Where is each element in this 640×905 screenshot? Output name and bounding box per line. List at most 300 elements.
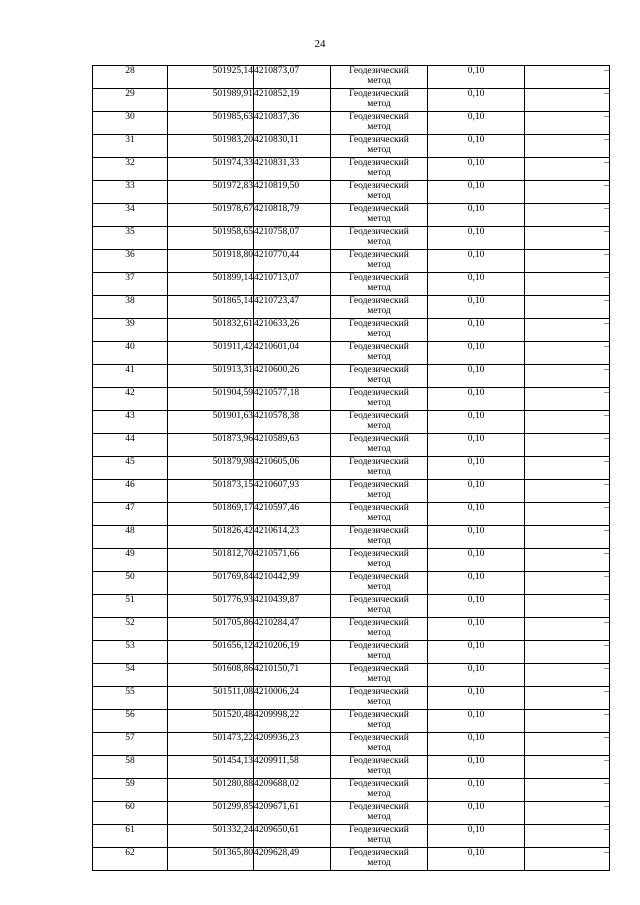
method-label-line2: метод <box>367 812 391 822</box>
x-coordinate-cell: 501901,63 <box>168 411 254 434</box>
accuracy-cell: 0,10 <box>428 411 525 434</box>
accuracy-cell: 0,10 <box>428 503 525 526</box>
x-coordinate-cell: 501972,83 <box>168 181 254 204</box>
accuracy-cell: 0,10 <box>428 848 525 871</box>
x-coordinate-cell: 501608,86 <box>168 664 254 687</box>
method-label-line2: метод <box>367 444 391 454</box>
description-cell: – <box>525 779 610 802</box>
method-label-line2: метод <box>367 329 391 339</box>
point-number-cell: 35 <box>93 227 168 250</box>
method-label-line2: метод <box>367 237 391 247</box>
point-number-cell: 40 <box>93 342 168 365</box>
accuracy-cell: 0,10 <box>428 549 525 572</box>
y-coordinate-cell: 4210723,47 <box>254 296 331 319</box>
x-coordinate-cell: 501865,14 <box>168 296 254 319</box>
description-cell: – <box>525 848 610 871</box>
accuracy-cell: 0,10 <box>428 204 525 227</box>
table-row <box>93 595 610 618</box>
accuracy-cell: 0,10 <box>428 181 525 204</box>
x-coordinate-cell: 501978,67 <box>168 204 254 227</box>
description-cell: – <box>525 618 610 641</box>
table-row <box>93 825 610 848</box>
x-coordinate-cell: 501925,14 <box>168 66 254 89</box>
accuracy-cell: 0,10 <box>428 687 525 710</box>
accuracy-cell: 0,10 <box>428 388 525 411</box>
y-coordinate-cell: 4209936,23 <box>254 733 331 756</box>
method-label-line2: метод <box>367 352 391 362</box>
accuracy-cell: 0,10 <box>428 457 525 480</box>
description-cell: – <box>525 733 610 756</box>
description-cell: – <box>525 112 610 135</box>
method-label-line1: Геодезический <box>349 89 409 99</box>
method-label-line2: метод <box>367 260 391 270</box>
method-cell <box>331 710 428 733</box>
method-label-line1: Геодезический <box>349 204 409 214</box>
x-coordinate-cell: 501511,08 <box>168 687 254 710</box>
method-label-line1: Геодезический <box>349 825 409 835</box>
table-row <box>93 411 610 434</box>
method-cell <box>331 365 428 388</box>
accuracy-cell: 0,10 <box>428 135 525 158</box>
method-label-line2: метод <box>367 191 391 201</box>
accuracy-cell: 0,10 <box>428 756 525 779</box>
table-row <box>93 135 610 158</box>
method-label-line1: Геодезический <box>349 181 409 191</box>
description-cell: – <box>525 89 610 112</box>
method-cell <box>331 526 428 549</box>
y-coordinate-cell: 4210818,79 <box>254 204 331 227</box>
method-cell <box>331 250 428 273</box>
method-label-line2: метод <box>367 421 391 431</box>
method-label-line2: метод <box>367 145 391 155</box>
table-row <box>93 158 610 181</box>
accuracy-cell: 0,10 <box>428 710 525 733</box>
table-row <box>93 112 610 135</box>
description-cell: – <box>525 411 610 434</box>
method-label-line1: Геодезический <box>349 342 409 352</box>
accuracy-cell: 0,10 <box>428 273 525 296</box>
x-coordinate-cell: 501983,20 <box>168 135 254 158</box>
method-cell <box>331 319 428 342</box>
table-row <box>93 756 610 779</box>
method-cell <box>331 618 428 641</box>
page-number: 24 <box>314 38 326 50</box>
point-number-cell: 47 <box>93 503 168 526</box>
point-number-cell: 51 <box>93 595 168 618</box>
point-number-cell: 58 <box>93 756 168 779</box>
point-number-cell: 57 <box>93 733 168 756</box>
point-number-cell: 61 <box>93 825 168 848</box>
point-number-cell: 46 <box>93 480 168 503</box>
table-row <box>93 664 610 687</box>
point-number-cell: 37 <box>93 273 168 296</box>
method-cell <box>331 66 428 89</box>
method-label-line2: метод <box>367 467 391 477</box>
x-coordinate-cell: 501873,96 <box>168 434 254 457</box>
point-number-cell: 43 <box>93 411 168 434</box>
point-number-cell: 31 <box>93 135 168 158</box>
method-label-line1: Геодезический <box>349 112 409 122</box>
accuracy-cell: 0,10 <box>428 227 525 250</box>
description-cell: – <box>525 457 610 480</box>
description-cell: – <box>525 802 610 825</box>
method-label-line2: метод <box>367 858 391 868</box>
method-cell <box>331 388 428 411</box>
table-row <box>93 848 610 871</box>
method-label-line2: метод <box>367 306 391 316</box>
y-coordinate-cell: 4210852,19 <box>254 89 331 112</box>
method-label-line1: Геодезический <box>349 664 409 674</box>
x-coordinate-cell: 501869,17 <box>168 503 254 526</box>
x-coordinate-cell: 501365,80 <box>168 848 254 871</box>
accuracy-cell: 0,10 <box>428 618 525 641</box>
accuracy-cell: 0,10 <box>428 296 525 319</box>
method-label-line1: Геодезический <box>349 549 409 559</box>
point-number-cell: 52 <box>93 618 168 641</box>
y-coordinate-cell: 4210284,47 <box>254 618 331 641</box>
y-coordinate-cell: 4209650,61 <box>254 825 331 848</box>
x-coordinate-cell: 501989,91 <box>168 89 254 112</box>
table-row <box>93 319 610 342</box>
method-cell <box>331 779 428 802</box>
x-coordinate-cell: 501776,93 <box>168 595 254 618</box>
point-number-cell: 41 <box>93 365 168 388</box>
point-number-cell: 39 <box>93 319 168 342</box>
method-label-line1: Геодезический <box>349 434 409 444</box>
method-label-line1: Геодезический <box>349 687 409 697</box>
point-number-cell: 53 <box>93 641 168 664</box>
y-coordinate-cell: 4210439,87 <box>254 595 331 618</box>
x-coordinate-cell: 501985,63 <box>168 112 254 135</box>
method-label-line2: метод <box>367 122 391 132</box>
x-coordinate-cell: 501879,98 <box>168 457 254 480</box>
y-coordinate-cell: 4210633,26 <box>254 319 331 342</box>
accuracy-cell: 0,10 <box>428 595 525 618</box>
method-cell <box>331 135 428 158</box>
method-cell <box>331 112 428 135</box>
y-coordinate-cell: 4210605,06 <box>254 457 331 480</box>
x-coordinate-cell: 501769,84 <box>168 572 254 595</box>
table-row <box>93 181 610 204</box>
method-label-line1: Геодезический <box>349 250 409 260</box>
description-cell: – <box>525 319 610 342</box>
method-label-line1: Геодезический <box>349 411 409 421</box>
description-cell: – <box>525 158 610 181</box>
y-coordinate-cell: 4210578,38 <box>254 411 331 434</box>
method-label-line1: Геодезический <box>349 641 409 651</box>
method-label-line2: метод <box>367 375 391 385</box>
description-cell: – <box>525 503 610 526</box>
method-label-line1: Геодезический <box>349 319 409 329</box>
method-label-line2: метод <box>367 536 391 546</box>
method-cell <box>331 595 428 618</box>
method-cell <box>331 158 428 181</box>
method-label-line1: Геодезический <box>349 618 409 628</box>
method-label-line2: метод <box>367 490 391 500</box>
x-coordinate-cell: 501904,59 <box>168 388 254 411</box>
method-label-line2: метод <box>367 835 391 845</box>
method-cell <box>331 549 428 572</box>
point-number-cell: 38 <box>93 296 168 319</box>
method-label-line2: метод <box>367 76 391 86</box>
method-cell <box>331 687 428 710</box>
x-coordinate-cell: 501913,31 <box>168 365 254 388</box>
method-label-line2: метод <box>367 628 391 638</box>
table-row <box>93 526 610 549</box>
method-label-line2: метод <box>367 766 391 776</box>
x-coordinate-cell: 501918,80 <box>168 250 254 273</box>
method-label-line2: метод <box>367 168 391 178</box>
method-cell <box>331 227 428 250</box>
accuracy-cell: 0,10 <box>428 319 525 342</box>
method-cell <box>331 480 428 503</box>
accuracy-cell: 0,10 <box>428 802 525 825</box>
point-number-cell: 34 <box>93 204 168 227</box>
x-coordinate-cell: 501332,24 <box>168 825 254 848</box>
method-label-line1: Геодезический <box>349 503 409 513</box>
y-coordinate-cell: 4210873,07 <box>254 66 331 89</box>
table-row <box>93 618 610 641</box>
method-cell <box>331 89 428 112</box>
point-number-cell: 42 <box>93 388 168 411</box>
description-cell: – <box>525 572 610 595</box>
table-row <box>93 365 610 388</box>
accuracy-cell: 0,10 <box>428 526 525 549</box>
point-number-cell: 62 <box>93 848 168 871</box>
x-coordinate-cell: 501656,12 <box>168 641 254 664</box>
method-cell <box>331 825 428 848</box>
y-coordinate-cell: 4210577,18 <box>254 388 331 411</box>
point-number-cell: 36 <box>93 250 168 273</box>
y-coordinate-cell: 4209628,49 <box>254 848 331 871</box>
point-number-cell: 33 <box>93 181 168 204</box>
method-label-line1: Геодезический <box>349 365 409 375</box>
table-row <box>93 641 610 664</box>
method-label-line2: метод <box>367 582 391 592</box>
accuracy-cell: 0,10 <box>428 779 525 802</box>
description-cell: – <box>525 365 610 388</box>
x-coordinate-cell: 501454,13 <box>168 756 254 779</box>
accuracy-cell: 0,10 <box>428 89 525 112</box>
table-row <box>93 296 610 319</box>
accuracy-cell: 0,10 <box>428 158 525 181</box>
x-coordinate-cell: 501873,15 <box>168 480 254 503</box>
table-row <box>93 204 610 227</box>
method-cell <box>331 641 428 664</box>
table-row <box>93 388 610 411</box>
method-cell <box>331 434 428 457</box>
method-label-line2: метод <box>367 513 391 523</box>
description-cell: – <box>525 549 610 572</box>
method-label-line2: метод <box>367 789 391 799</box>
point-number-cell: 49 <box>93 549 168 572</box>
method-label-line1: Геодезический <box>349 227 409 237</box>
point-number-cell: 60 <box>93 802 168 825</box>
description-cell: – <box>525 135 610 158</box>
accuracy-cell: 0,10 <box>428 250 525 273</box>
method-label-line2: метод <box>367 283 391 293</box>
accuracy-cell: 0,10 <box>428 112 525 135</box>
method-cell <box>331 664 428 687</box>
description-cell: – <box>525 342 610 365</box>
description-cell: – <box>525 641 610 664</box>
description-cell: – <box>525 296 610 319</box>
method-cell <box>331 503 428 526</box>
description-cell: – <box>525 66 610 89</box>
table-row <box>93 342 610 365</box>
method-cell <box>331 802 428 825</box>
y-coordinate-cell: 4210770,44 <box>254 250 331 273</box>
x-coordinate-cell: 501974,33 <box>168 158 254 181</box>
accuracy-cell: 0,10 <box>428 664 525 687</box>
table-row <box>93 503 610 526</box>
method-label-line1: Геодезический <box>349 66 409 76</box>
method-label-line1: Геодезический <box>349 802 409 812</box>
method-label-line1: Геодезический <box>349 572 409 582</box>
method-label-line1: Геодезический <box>349 388 409 398</box>
method-cell <box>331 848 428 871</box>
y-coordinate-cell: 4210206,19 <box>254 641 331 664</box>
y-coordinate-cell: 4210571,66 <box>254 549 331 572</box>
description-cell: – <box>525 388 610 411</box>
method-label-line2: метод <box>367 674 391 684</box>
method-label-line1: Геодезический <box>349 296 409 306</box>
table-row <box>93 457 610 480</box>
x-coordinate-cell: 501832,61 <box>168 319 254 342</box>
point-number-cell: 59 <box>93 779 168 802</box>
y-coordinate-cell: 4210597,46 <box>254 503 331 526</box>
coordinates-table-body <box>93 66 610 871</box>
point-number-cell: 29 <box>93 89 168 112</box>
table-row <box>93 549 610 572</box>
description-cell: – <box>525 181 610 204</box>
y-coordinate-cell: 4210601,04 <box>254 342 331 365</box>
table-row <box>93 733 610 756</box>
table-row <box>93 802 610 825</box>
x-coordinate-cell: 501473,22 <box>168 733 254 756</box>
accuracy-cell: 0,10 <box>428 641 525 664</box>
description-cell: – <box>525 204 610 227</box>
method-label-line1: Геодезический <box>349 273 409 283</box>
method-label-line2: метод <box>367 743 391 753</box>
table-row <box>93 687 610 710</box>
x-coordinate-cell: 501958,65 <box>168 227 254 250</box>
method-cell <box>331 342 428 365</box>
y-coordinate-cell: 4210600,26 <box>254 365 331 388</box>
description-cell: – <box>525 526 610 549</box>
x-coordinate-cell: 501705,86 <box>168 618 254 641</box>
table-row <box>93 480 610 503</box>
method-label-line2: метод <box>367 559 391 569</box>
method-label-line1: Геодезический <box>349 480 409 490</box>
y-coordinate-cell: 4210819,50 <box>254 181 331 204</box>
x-coordinate-cell: 501826,42 <box>168 526 254 549</box>
point-number-cell: 44 <box>93 434 168 457</box>
accuracy-cell: 0,10 <box>428 66 525 89</box>
table-row <box>93 66 610 89</box>
point-number-cell: 28 <box>93 66 168 89</box>
method-label-line2: метод <box>367 398 391 408</box>
method-label-line1: Геодезический <box>349 756 409 766</box>
y-coordinate-cell: 4210442,99 <box>254 572 331 595</box>
description-cell: – <box>525 687 610 710</box>
x-coordinate-cell: 501520,48 <box>168 710 254 733</box>
method-label-line2: метод <box>367 99 391 109</box>
table-row <box>93 227 610 250</box>
accuracy-cell: 0,10 <box>428 434 525 457</box>
point-number-cell: 48 <box>93 526 168 549</box>
method-label-line1: Геодезический <box>349 733 409 743</box>
method-cell <box>331 733 428 756</box>
method-cell <box>331 181 428 204</box>
method-cell <box>331 756 428 779</box>
point-number-cell: 50 <box>93 572 168 595</box>
table-row <box>93 710 610 733</box>
method-label-line2: метод <box>367 651 391 661</box>
description-cell: – <box>525 710 610 733</box>
method-label-line1: Геодезический <box>349 595 409 605</box>
method-label-line2: метод <box>367 720 391 730</box>
y-coordinate-cell: 4210837,36 <box>254 112 331 135</box>
method-label-line1: Геодезический <box>349 526 409 536</box>
y-coordinate-cell: 4209688,02 <box>254 779 331 802</box>
method-cell <box>331 296 428 319</box>
y-coordinate-cell: 4210830,11 <box>254 135 331 158</box>
point-number-cell: 55 <box>93 687 168 710</box>
point-number-cell: 45 <box>93 457 168 480</box>
method-label-line2: метод <box>367 697 391 707</box>
x-coordinate-cell: 501899,14 <box>168 273 254 296</box>
method-label-line1: Геодезический <box>349 457 409 467</box>
description-cell: – <box>525 664 610 687</box>
method-label-line1: Геодезический <box>349 158 409 168</box>
description-cell: – <box>525 480 610 503</box>
description-cell: – <box>525 273 610 296</box>
y-coordinate-cell: 4209671,61 <box>254 802 331 825</box>
y-coordinate-cell: 4210589,63 <box>254 434 331 457</box>
y-coordinate-cell: 4210150,71 <box>254 664 331 687</box>
method-cell <box>331 273 428 296</box>
point-number-cell: 56 <box>93 710 168 733</box>
method-label-line2: метод <box>367 214 391 224</box>
method-label-line2: метод <box>367 605 391 615</box>
description-cell: – <box>525 756 610 779</box>
method-label-line1: Геодезический <box>349 710 409 720</box>
y-coordinate-cell: 4209998,22 <box>254 710 331 733</box>
method-cell <box>331 204 428 227</box>
description-cell: – <box>525 595 610 618</box>
table-row <box>93 273 610 296</box>
accuracy-cell: 0,10 <box>428 825 525 848</box>
accuracy-cell: 0,10 <box>428 733 525 756</box>
table-row <box>93 434 610 457</box>
y-coordinate-cell: 4209911,58 <box>254 756 331 779</box>
accuracy-cell: 0,10 <box>428 572 525 595</box>
x-coordinate-cell: 501280,88 <box>168 779 254 802</box>
table-row <box>93 572 610 595</box>
method-cell <box>331 457 428 480</box>
method-label-line1: Геодезический <box>349 779 409 789</box>
y-coordinate-cell: 4210614,23 <box>254 526 331 549</box>
y-coordinate-cell: 4210758,07 <box>254 227 331 250</box>
x-coordinate-cell: 501812,70 <box>168 549 254 572</box>
x-coordinate-cell: 501299,85 <box>168 802 254 825</box>
x-coordinate-cell: 501911,42 <box>168 342 254 365</box>
description-cell: – <box>525 825 610 848</box>
y-coordinate-cell: 4210006,24 <box>254 687 331 710</box>
accuracy-cell: 0,10 <box>428 342 525 365</box>
method-cell <box>331 411 428 434</box>
